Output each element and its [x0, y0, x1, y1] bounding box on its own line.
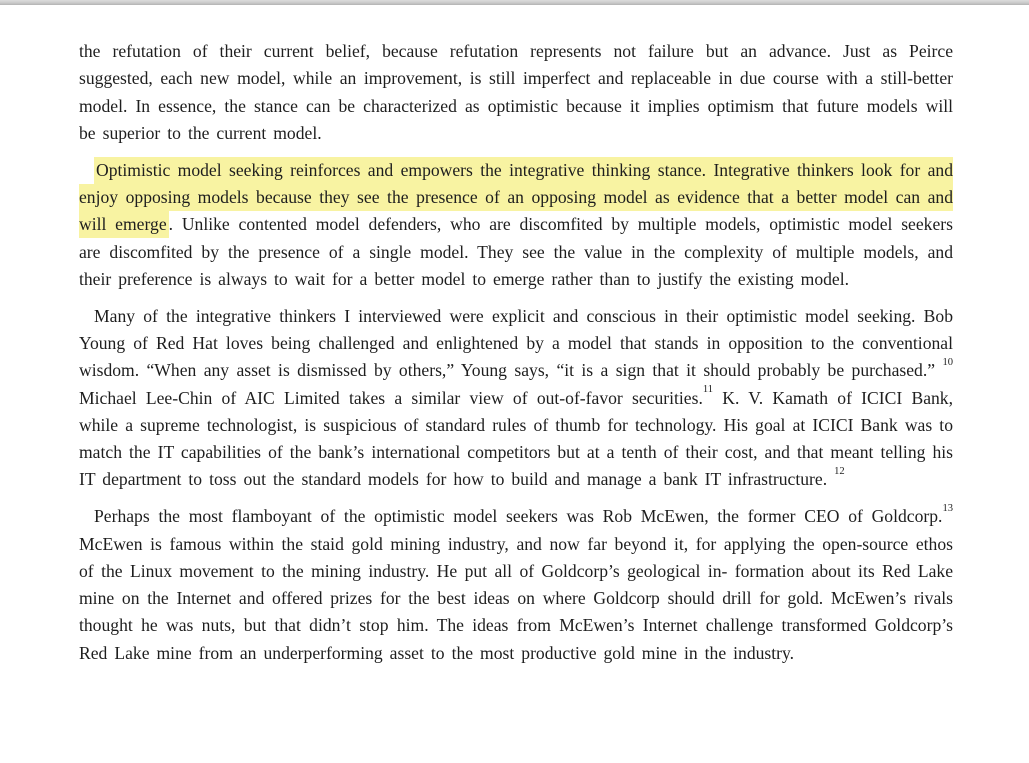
footnote-reference: 11 — [702, 383, 714, 395]
footnote-reference: 13 — [942, 502, 953, 514]
highlighted-text[interactable]: Optimistic model seeking reinforces and empowers the integrative thinking stance. Integrative thinkers look for and enjoy opposing models because they see the presence of an opposing model as evidence that a better model can and will emerge — [79, 157, 953, 239]
text-segment: the refutation of their current belief, because refutation represents not failure but an advance. Just as Peirce suggested, each new model, while an improvement, is still imperfect and replaceable in due course with a still-better model. In essence, the stance can be characterized as optimistic because it implies optimism that future models will be superior to the current model. — [79, 41, 953, 143]
paragraph — [79, 503, 953, 667]
paragraph — [79, 38, 953, 147]
text-segment: . Unlike contented model defenders, who are discomfited by multiple models, optimistic model seekers are discomfited by the presence of a single model. They see the value in the complexity of multiple models, and their preference is always to wait for a better model to emerge rather than to justify the existing model. — [79, 214, 953, 289]
footnote-reference: 10 — [942, 356, 953, 368]
text-segment: Many of the integrative thinkers I interviewed were explicit and conscious in their optimistic model seeking. Bob Young of Red Hat loves being challenged and enlightened by a model that stands in opposition to the conventional wisdom. “When any asset is dismissed by others,” Young says, “it is a sign that it should probably be purchased.” — [79, 305, 953, 381]
text-segment: Perhaps the most flamboyant of the optimistic model seekers was Rob McEwen, the former CEO of Goldcorp. — [94, 506, 943, 527]
text-segment: McEwen is famous within the staid gold mining industry, and now far beyond it, for applying the open-source ethos of the Linux movement to the mining industry. He put all of Goldcorp’s geological in- formation about its Red Lake mine on the Internet and offered prizes for the best ideas on where Goldcorp should drill for gold. McEwen’s rivals thought he was nuts, but that didn’t stop him. The ideas from McEwen’s Internet challenge transformed Goldcorp’s Red Lake mine from an underperforming asset to the most productive gold mine in the industry. — [79, 533, 953, 663]
text-segment: K. V. Kamath of ICICI Bank, while a supreme technologist, is suspicious of standard rules of thumb for technology. His goal at ICICI Bank was to match the IT capabilities of the bank’s international competitors but at a tenth of their cost, and that meant telling his IT department to toss out the standard models for how to build and manage a bank IT infrastructure. — [79, 387, 954, 490]
page-text — [79, 38, 953, 677]
paragraph — [79, 303, 953, 494]
paragraph — [79, 157, 953, 293]
text-segment: Michael Lee-Chin of AIC Limited takes a similar view of out-of-favor securities. — [79, 387, 703, 408]
window-top-edge — [0, 0, 1029, 5]
footnote-reference: 12 — [834, 465, 845, 477]
